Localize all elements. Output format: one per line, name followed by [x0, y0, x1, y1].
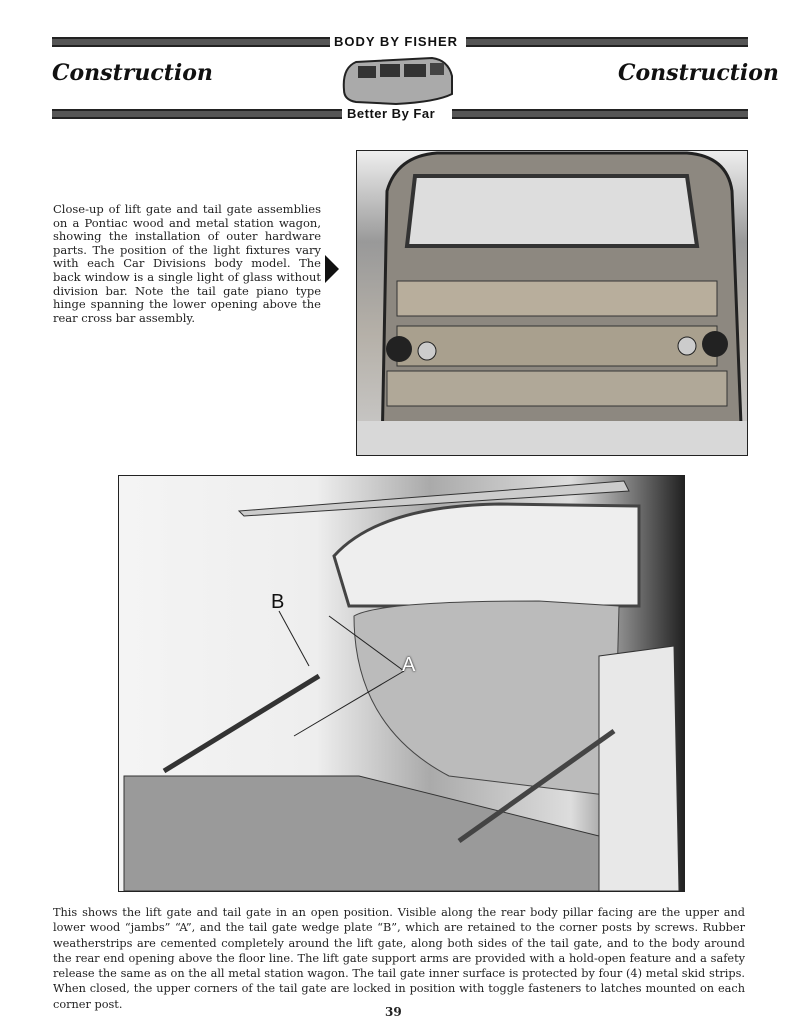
station-wagon-logo — [336, 50, 458, 106]
photo-tail-gate-closed — [356, 150, 748, 456]
title-left: Construction — [52, 60, 213, 86]
label-b: B — [271, 591, 285, 613]
header-rule — [52, 37, 330, 47]
figure2-caption: This shows the lift gate and tail gate in an open position. Visible along the rear body pillar facing are the upper and lower wood “jambs” “A”, and the tail gate wedge plate “B”, which are retained to the corner posts by screws. Rubber weatherstrips are cemented completely around the lift gate, along both sides of the tail gate, and to the body around the rear end opening above the floor line. The lift gate support arms are provided with a hold-open feature and a safety release the same as on the all metal station wagon. The tail gate inner surface is protected by four (4) metal skid strips. When closed, the upper corners of the tail gate are locked in position with toggle fasteners to latches mounted on each corner post. — [53, 906, 745, 1011]
label-a: A — [402, 654, 416, 676]
page-number: 39 — [385, 1005, 402, 1019]
header-rule — [466, 37, 748, 47]
arrow-pointer-icon — [325, 255, 339, 283]
banner-better-by-far: Better By Far — [347, 106, 436, 121]
header-rule — [52, 109, 342, 119]
title-right: Construction — [618, 60, 779, 86]
figure1-caption: Close-up of lift gate and tail gate assemblies on a Pontiac wood and metal station wagon, showing the installation of outer hardware parts. The position of the light fixtures vary with each Car Divisions body model. The back window is a single light of glass without division bar. Note the tail gate piano type hinge spanning the lower opening above the rear cross bar assembly. — [53, 202, 321, 325]
photo-tail-gate-open — [118, 475, 685, 892]
banner-body-by-fisher: BODY BY FISHER — [334, 34, 459, 49]
header-rule — [452, 109, 748, 119]
